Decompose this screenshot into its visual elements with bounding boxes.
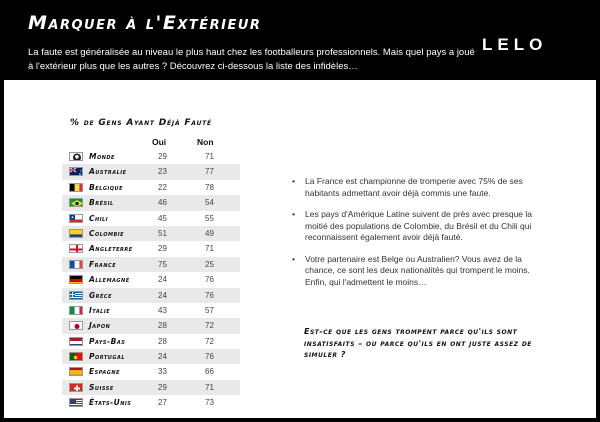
country-label: Suisse xyxy=(89,382,114,392)
non-value: 73 xyxy=(205,398,214,408)
bullet-item: • Votre partenaire est Belge ou Australien? Vous avez de la chance, ce sont les deux nationalités qui trompent le moins. Enfin, qui l'admettent le moins… xyxy=(292,254,550,289)
table-row xyxy=(62,349,240,364)
oui-value: 29 xyxy=(158,382,167,392)
non-value: 76 xyxy=(205,352,214,362)
flag-chile-icon xyxy=(69,214,83,223)
page-title: Marquer à l'Extérieur xyxy=(28,12,262,34)
non-value: 54 xyxy=(205,198,214,208)
table-row xyxy=(62,318,240,333)
column-header-non: Non xyxy=(197,137,214,147)
table-header xyxy=(62,134,240,149)
table-title: % de Gens Ayant Déjà Fauté xyxy=(70,118,212,128)
country-label: Chili xyxy=(89,213,109,223)
country-label: Japon xyxy=(89,321,111,331)
non-value: 71 xyxy=(205,152,214,161)
table-row xyxy=(62,211,240,226)
oui-value: 28 xyxy=(158,321,167,331)
non-value: 71 xyxy=(205,244,214,254)
table-row xyxy=(62,272,240,287)
table-row xyxy=(62,241,240,256)
country-label: Grèce xyxy=(89,290,113,300)
non-value: 71 xyxy=(205,382,214,392)
country-label: Belgique xyxy=(89,182,124,192)
oui-value: 27 xyxy=(158,398,167,408)
oui-value: 43 xyxy=(158,305,167,315)
oui-value: 24 xyxy=(158,275,167,285)
oui-value: 46 xyxy=(158,198,167,208)
flag-colombia-icon xyxy=(69,229,83,238)
oui-value: 24 xyxy=(158,352,167,362)
table-row xyxy=(62,395,240,410)
table-row xyxy=(62,195,240,210)
country-label: Italie xyxy=(89,305,111,315)
flag-greece-icon xyxy=(69,291,83,300)
country-label: Portugal xyxy=(89,352,126,362)
oui-value: 22 xyxy=(158,182,167,192)
data-table xyxy=(62,134,240,411)
non-value: 55 xyxy=(205,213,214,223)
bullet-item: • La France est championne de tromperie avec 75% de ses habitants admettant avoir déjà commis une faute. xyxy=(292,176,550,199)
table-row xyxy=(62,149,240,164)
oui-value: 24 xyxy=(158,290,167,300)
oui-value: 45 xyxy=(158,213,167,223)
country-label: Pays-Bas xyxy=(89,336,126,346)
non-value: 77 xyxy=(205,167,214,177)
table-row xyxy=(62,226,240,241)
oui-value: 51 xyxy=(158,228,167,238)
non-value: 25 xyxy=(205,259,214,269)
non-value: 76 xyxy=(205,290,214,300)
country-label: Angleterre xyxy=(89,244,133,254)
header-banner xyxy=(4,4,596,80)
oui-value: 23 xyxy=(158,167,167,177)
oui-value: 29 xyxy=(158,244,167,254)
flag-spain-icon xyxy=(69,367,83,376)
oui-value: 75 xyxy=(158,259,167,269)
non-value: 49 xyxy=(205,228,214,238)
country-label: Brésil xyxy=(89,198,114,208)
country-label: Espagne xyxy=(89,367,121,377)
country-label: États-Unis xyxy=(89,398,132,408)
flag-france-icon xyxy=(69,260,83,269)
flag-netherlands-icon xyxy=(69,337,83,346)
column-header-oui: Oui xyxy=(152,137,167,147)
flag-portugal-icon xyxy=(69,352,83,361)
oui-value: 29 xyxy=(158,152,167,161)
intro-text: La faute est généralisée au niveau le plus haut chez les footballeurs professionnels. Mais quel pays a joué à l'extérieur plus que les autres ? Découvrez ci-dessous la liste des infidèles… xyxy=(28,47,475,72)
oui-value: 33 xyxy=(158,367,167,377)
country-label: France xyxy=(89,259,117,269)
flag-england-icon xyxy=(69,244,83,253)
flag-australia-icon xyxy=(69,167,83,176)
table-row xyxy=(62,380,240,395)
flag-belgium-icon xyxy=(69,183,83,192)
flag-brazil-icon xyxy=(69,198,83,207)
table-row xyxy=(62,334,240,349)
non-value: 57 xyxy=(205,305,214,315)
flag-japan-icon xyxy=(69,321,83,330)
table-row xyxy=(62,288,240,303)
bullet-list xyxy=(292,176,550,298)
table-body xyxy=(62,149,240,411)
flag-italy-icon xyxy=(69,306,83,315)
non-value: 66 xyxy=(205,367,214,377)
table-row xyxy=(62,257,240,272)
closing-question: Est-ce que les gens trompent parce qu'ils sont insatisfaits – ou parce qu'ils en ont juste assez de simuler ? xyxy=(304,327,532,359)
flag-switzerland-icon xyxy=(69,383,83,392)
country-label: Monde xyxy=(89,152,115,161)
table-row xyxy=(62,164,240,179)
non-value: 76 xyxy=(205,275,214,285)
country-label: Australie xyxy=(89,167,127,177)
table-row xyxy=(62,303,240,318)
globe-icon xyxy=(69,152,83,161)
non-value: 72 xyxy=(205,336,214,346)
country-label: Allemagne xyxy=(89,275,130,285)
table-row xyxy=(62,364,240,379)
flag-usa-icon xyxy=(69,398,83,407)
bullet-item: • Les pays d'Amérique Latine suivent de près avec presque la moitié des populations de Colombie, du Brésil et du Chili qui reconnaissent également avoir déjà fauté. xyxy=(292,209,550,244)
non-value: 72 xyxy=(205,321,214,331)
non-value: 78 xyxy=(205,182,214,192)
country-label: Colombie xyxy=(89,228,125,238)
flag-germany-icon xyxy=(69,275,83,284)
brand-logo: LELO xyxy=(482,35,548,54)
table-row xyxy=(62,180,240,195)
oui-value: 28 xyxy=(158,336,167,346)
